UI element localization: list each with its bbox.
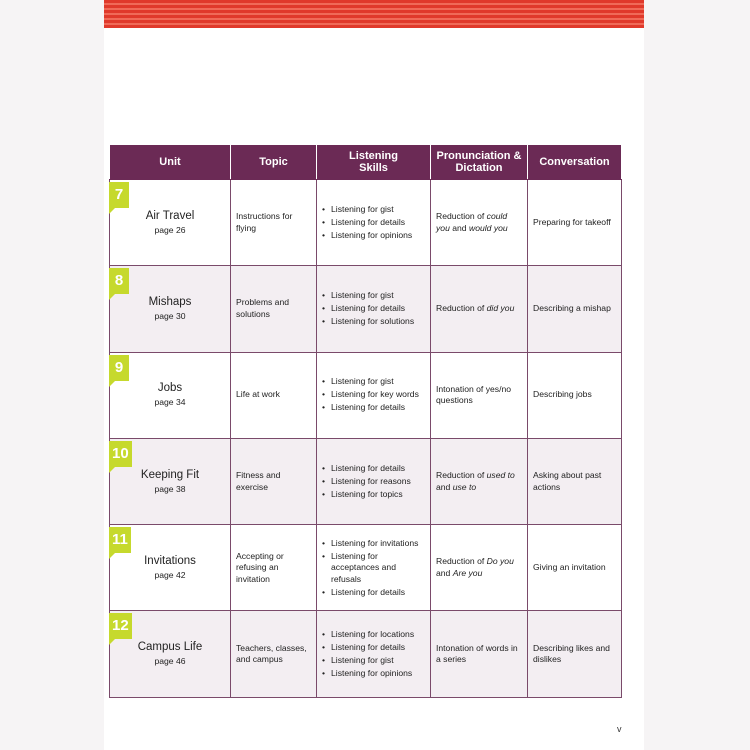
pronunciation-text: Do you — [486, 556, 514, 567]
contents-table — [109, 144, 622, 698]
skill-item: • Listening for locations — [322, 629, 425, 641]
header-listening: Listening Skills — [317, 145, 431, 180]
table-row — [110, 611, 622, 697]
unit-title: Invitations — [144, 555, 196, 568]
skills-list — [322, 629, 425, 680]
conversation-cell: Describing jobs — [528, 352, 622, 438]
skill-item: • Listening for reasons — [322, 476, 425, 488]
page-number: v — [617, 724, 622, 734]
unit-cell — [110, 525, 231, 611]
pronunciation-text: would you — [468, 222, 508, 233]
unit-page: page 30 — [154, 311, 186, 322]
unit-cell — [110, 611, 231, 697]
topic-cell: Teachers, classes, and campus — [231, 611, 317, 697]
conversation-cell: Preparing for takeoff — [528, 180, 622, 266]
skill-item: • Listening for details — [322, 587, 425, 599]
skill-item: • Listening for opinions — [322, 668, 425, 680]
unit-title: Keeping Fit — [140, 468, 200, 481]
table-row — [110, 352, 622, 438]
unit-title: Jobs — [157, 382, 183, 395]
unit-title: Mishaps — [148, 296, 192, 309]
pronunciation-text: use to — [452, 481, 477, 492]
header-conversation: Conversation — [528, 145, 622, 180]
unit-page: page 46 — [154, 656, 186, 667]
pronunciation-text: you — [436, 222, 450, 233]
skill-item: • Listening for details — [322, 303, 425, 315]
unit-cell — [110, 352, 231, 438]
topic-cell: Accepting or refusing an invitation — [231, 525, 317, 611]
topic-cell: Instructions for flying — [231, 180, 317, 266]
unit-title: Air Travel — [145, 209, 195, 222]
conversation-cell: Describing likes and dislikes — [528, 611, 622, 697]
unit-number-badge: 7 — [109, 182, 129, 208]
unit-cell — [110, 438, 231, 524]
pronunciation-text: could — [486, 211, 508, 222]
pronunciation-text: Reduction of — [436, 303, 487, 314]
table-row — [110, 438, 622, 524]
pronunciation-text: Reduction of — [436, 211, 487, 222]
skill-item: • Listening for gist — [322, 655, 425, 667]
unit-cell — [110, 266, 231, 352]
pronunciation-text: and — [436, 481, 453, 492]
skill-item: • Listening for gist — [322, 376, 425, 388]
skill-item: • Listening for details — [322, 463, 425, 475]
skills-list — [322, 204, 425, 242]
pronunciation-text: Are you — [452, 567, 483, 578]
skill-item: • Listening for acceptances and refusals — [322, 551, 425, 586]
pronunciation-cell — [431, 352, 528, 438]
pronunciation-text: Intonation of words in a series — [436, 642, 518, 665]
conversation-cell: Giving an invitation — [528, 525, 622, 611]
pronunciation-cell — [431, 180, 528, 266]
skill-item: • Listening for key words — [322, 389, 425, 401]
unit-number-badge: 9 — [109, 355, 129, 381]
pronunciation-text: used to — [486, 470, 515, 481]
topic-cell: Problems and solutions — [231, 266, 317, 352]
header-unit: Unit — [110, 145, 231, 180]
pronunciation-text: Reduction of — [436, 556, 487, 567]
header-pronunciation: Pronunciation & Dictation — [431, 145, 528, 180]
skill-item: • Listening for details — [322, 217, 425, 229]
listening-cell — [317, 525, 431, 611]
skill-item: • Listening for solutions — [322, 316, 425, 328]
pronunciation-text: did you — [486, 303, 515, 314]
topic-cell: Life at work — [231, 352, 317, 438]
skills-list — [322, 463, 425, 501]
unit-page: page 38 — [154, 483, 186, 494]
unit-number-badge: 11 — [109, 527, 131, 553]
listening-cell — [317, 180, 431, 266]
unit-number-badge: 12 — [109, 613, 132, 639]
page-margin-right — [644, 0, 750, 750]
pronunciation-cell — [431, 438, 528, 524]
skill-item: • Listening for topics — [322, 489, 425, 501]
unit-number-badge: 8 — [109, 268, 129, 294]
listening-cell — [317, 266, 431, 352]
unit-cell — [110, 180, 231, 266]
pronunciation-cell — [431, 525, 528, 611]
table-row — [110, 266, 622, 352]
unit-page: page 34 — [154, 397, 186, 408]
pronunciation-text: Reduction of — [436, 470, 487, 481]
skill-item: • Listening for invitations — [322, 538, 425, 550]
listening-cell — [317, 438, 431, 524]
skills-list — [322, 290, 425, 328]
skills-list — [322, 538, 425, 599]
unit-number-badge: 10 — [109, 441, 132, 467]
conversation-cell: Asking about past actions — [528, 438, 622, 524]
skill-item: • Listening for opinions — [322, 230, 425, 242]
skills-list — [322, 376, 425, 414]
skill-item: • Listening for details — [322, 642, 425, 654]
pronunciation-text: and — [436, 567, 453, 578]
pronunciation-text: Intonation of yes/no questions — [436, 383, 512, 406]
skill-item: • Listening for details — [322, 402, 425, 414]
conversation-cell: Describing a mishap — [528, 266, 622, 352]
pronunciation-text: and — [449, 222, 469, 233]
table-row — [110, 180, 622, 266]
unit-page: page 26 — [154, 224, 186, 235]
skill-item: • Listening for gist — [322, 204, 425, 216]
unit-page: page 42 — [154, 570, 186, 581]
unit-title: Campus Life — [137, 641, 203, 654]
page-margin-left — [0, 0, 104, 750]
top-stripe-band — [104, 0, 644, 28]
pronunciation-cell — [431, 611, 528, 697]
pronunciation-cell — [431, 266, 528, 352]
skill-item: • Listening for gist — [322, 290, 425, 302]
header-row — [110, 145, 622, 180]
topic-cell: Fitness and exercise — [231, 438, 317, 524]
listening-cell — [317, 611, 431, 697]
header-topic: Topic — [231, 145, 317, 180]
table-row — [110, 525, 622, 611]
listening-cell — [317, 352, 431, 438]
